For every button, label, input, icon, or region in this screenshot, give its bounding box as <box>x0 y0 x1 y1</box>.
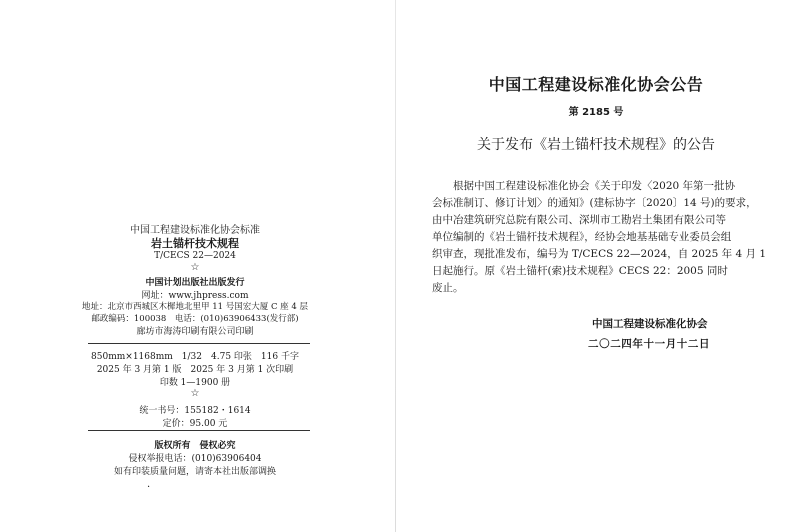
body-line: 日起施行。原《岩土锚杆(索)技术规程》CECS 22：2005 同时 <box>432 265 728 277</box>
copyright-notice: 版权所有 侵权必究 <box>154 441 236 451</box>
postal-phone: 邮政编码：100038 电话：(010)63906433(发行部) <box>91 314 299 324</box>
edition-info: 2025 年 3 月第 1 版 2025 年 3 月第 1 次印刷 <box>96 365 294 375</box>
body-line: 根据中国工程建设标准化协会《关于印发〈2020 年第一批协 <box>432 180 736 192</box>
printer: 廊坊市海涛印刷有限公司印刷 <box>136 327 254 337</box>
body-line: 会标准制订、修订计划〉的通知》(建标协字〔2020〕14 号)的要求， <box>432 197 757 209</box>
body-line: 废止。 <box>432 282 464 294</box>
publisher-address: 地址：北京市西城区木樨地北里甲 11 号国宏大厦 C 座 4 层 <box>82 302 308 312</box>
body-line: 由中冶建筑研究总院有限公司、深圳市工勘岩土集团有限公司等 <box>432 214 726 226</box>
announcement-body <box>432 178 774 297</box>
print-run: 印数 1—1900 册 <box>159 378 231 388</box>
book-title: 岩土锚杆技术规程 <box>151 237 239 250</box>
publisher: 中国计划出版社出版发行 <box>145 278 245 288</box>
body-line: 织审查，现批准发布，编号为 T/CECS 22—2024，自 2025 年 4 月 1 <box>432 248 766 260</box>
announcement-title: 中国工程建设标准化协会公告 <box>488 75 704 94</box>
report-phone: 侵权举报电话：(010)63906404 <box>128 454 262 464</box>
star-mark-1: ☆ <box>190 262 200 273</box>
divider-top <box>88 343 310 344</box>
announcement-number: 第 2185 号 <box>568 107 624 118</box>
announcement-subtitle: 关于发布《岩土锚杆技术规程》的公告 <box>477 137 715 153</box>
standard-series: 中国工程建设标准化协会标准 <box>130 225 260 236</box>
divider-bottom <box>88 430 310 431</box>
colophon-page <box>0 0 396 532</box>
issue-date: 二〇二四年十一月十二日 <box>588 338 711 350</box>
body-line: 单位编制的《岩土锚杆技术规程》，经协会地基基础专业委员会组 <box>432 231 732 243</box>
standard-code: T/CECS 22—2024 <box>154 251 236 261</box>
star-mark-2: ☆ <box>190 388 200 399</box>
stray-mark: · <box>147 482 151 493</box>
announcement-page <box>396 0 793 532</box>
isbn: 统一书号：155182・1614 <box>139 406 251 416</box>
publisher-website: 网址：www.jhpress.com <box>141 291 249 301</box>
price: 定价：95.00 元 <box>162 419 228 429</box>
defect-notice: 如有印装质量问题，请寄本社出版部调换 <box>113 467 276 477</box>
book-format: 850mm×1168mm 1/32 4.75 印张 116 千字 <box>91 352 299 362</box>
issuing-organization: 中国工程建设标准化协会 <box>592 318 708 330</box>
